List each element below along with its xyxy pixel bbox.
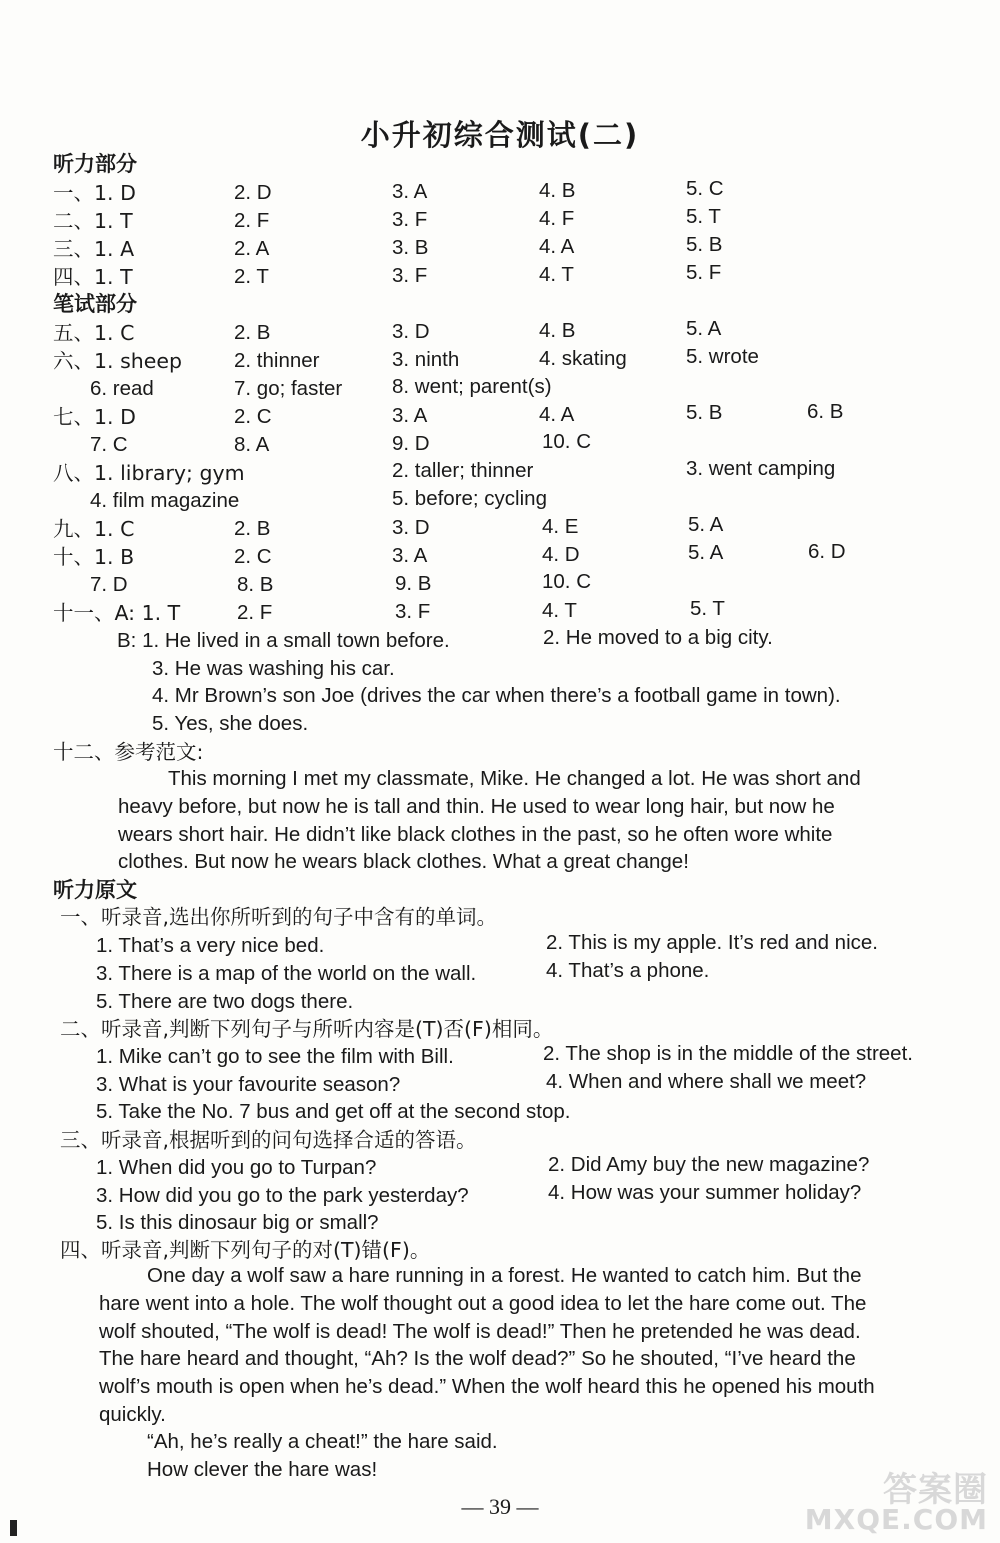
story-line: The hare heard and thought, “Ah? Is the wolf dead?” So he shouted, “I’ve heard the	[99, 1347, 856, 1370]
answer-cell: 2. thinner	[234, 349, 320, 372]
section-written: 笔试部分	[53, 292, 137, 316]
answer-cell: 2. F	[234, 209, 270, 232]
answer-cell: 2. F	[237, 601, 273, 624]
answer-cell: 4. T	[539, 263, 574, 286]
answer-cell: 3. D	[392, 320, 430, 343]
transcript-instruction: 一、听录音,选出你所听到的句子中含有的单词。	[60, 905, 498, 929]
story-line: “Ah, he’s really a cheat!” the hare said.	[147, 1430, 498, 1453]
answer-cell: 5. T	[686, 205, 721, 228]
watermark-text: 答案圈	[883, 1470, 988, 1510]
answer-cell: 3. A	[392, 544, 428, 567]
answer-cell: 4. D	[542, 543, 580, 566]
answer-cell: 七、1. D	[53, 405, 136, 429]
answer-cell: 5. A	[686, 317, 722, 340]
answer-cell: 7. D	[90, 573, 128, 596]
answer-cell: 5. F	[686, 261, 722, 284]
transcript-item: 3. How did you go to the park yesterday?	[96, 1184, 469, 1207]
answer-cell: 3. B	[392, 236, 429, 259]
answer-cell: 10. C	[542, 570, 591, 593]
part11b-line: 5. Yes, she does.	[152, 712, 309, 735]
answer-cell: 八、1. library; gym	[53, 461, 245, 485]
answer-cell: 6. D	[808, 540, 846, 563]
page-title: 小升初综合测试(二)	[360, 118, 640, 152]
answer-cell: 四、1. T	[53, 265, 133, 289]
answer-cell: 3. A	[392, 404, 428, 427]
answer-cell: 6. B	[807, 400, 844, 423]
answer-cell: 6. read	[90, 377, 154, 400]
transcript-item: 5. Is this dinosaur big or small?	[96, 1211, 379, 1234]
part11b-line: 4. Mr Brown’s son Joe (drives the car when there’s a football game in town).	[152, 684, 841, 707]
transcript-instruction: 二、听录音,判断下列句子与所听内容是(T)否(F)相同。	[60, 1017, 554, 1041]
answer-cell: 3. D	[392, 516, 430, 539]
answer-cell: 3. A	[392, 180, 428, 203]
answer-cell: 9. D	[392, 432, 430, 455]
transcript-item: 1. That’s a very nice bed.	[96, 934, 325, 957]
transcript-item: 2. The shop is in the middle of the street.	[543, 1042, 913, 1065]
answer-cell: 5. wrote	[686, 345, 759, 368]
answer-cell: 2. taller; thinner	[392, 459, 534, 482]
part11b-line: 3. He was washing his car.	[152, 657, 395, 680]
page-number: — 39 —	[461, 1494, 539, 1519]
story-line: quickly.	[99, 1403, 166, 1426]
answer-cell: 2. T	[234, 265, 269, 288]
answer-cell: 2. C	[234, 545, 272, 568]
answer-cell: 3. F	[392, 208, 428, 231]
answer-cell: 7. go; faster	[234, 377, 343, 400]
answer-cell: 4. B	[539, 319, 576, 342]
essay-line: This morning I met my classmate, Mike. He changed a lot. He was short and	[168, 767, 861, 790]
answer-cell: 2. A	[234, 237, 270, 260]
answer-cell: 5. before; cycling	[392, 487, 547, 510]
answer-cell: 3. F	[395, 600, 431, 623]
transcript-item: 4. That’s a phone.	[546, 959, 710, 982]
transcript-item: 1. When did you go to Turpan?	[96, 1156, 377, 1179]
answer-cell: 4. T	[542, 599, 577, 622]
answer-cell: 5. A	[688, 541, 724, 564]
answer-cell: 5. T	[690, 597, 725, 620]
answer-cell: 2. B	[234, 321, 271, 344]
transcript-item: 3. What is your favourite season?	[96, 1073, 401, 1096]
story-line: How clever the hare was!	[147, 1458, 378, 1481]
section-transcript: 听力原文	[53, 878, 137, 902]
essay-line: clothes. But now he wears black clothes. What a great change!	[118, 850, 689, 873]
answer-cell: 2. C	[234, 405, 272, 428]
answer-cell: 4. E	[542, 515, 579, 538]
answer-cell: 3. went camping	[686, 457, 836, 480]
story-line: One day a wolf saw a hare running in a forest. He wanted to catch him. But the	[147, 1264, 862, 1287]
answer-cell: 10. C	[542, 430, 591, 453]
answer-cell: 5. B	[686, 401, 723, 424]
essay-line: wears short hair. He didn’t like black clothes in the past, so he often wore white	[118, 823, 833, 846]
answer-cell: 8. B	[237, 573, 274, 596]
answer-cell: 2. B	[234, 517, 271, 540]
answer-cell: 三、1. A	[53, 237, 135, 261]
transcript-item: 4. How was your summer holiday?	[548, 1181, 862, 1204]
answer-cell: 4. skating	[539, 347, 627, 370]
answer-cell: 5. A	[688, 513, 724, 536]
transcript-instruction: 三、听录音,根据听到的问句选择合适的答语。	[60, 1128, 477, 1152]
essay-line: heavy before, but now he is tall and thin. He used to wear long hair, but now he	[118, 795, 835, 818]
watermark-logo	[804, 1470, 988, 1536]
part11b-line: 2. He moved to a big city.	[543, 626, 773, 649]
answer-cell: 十、1. B	[53, 545, 135, 569]
watermark-url: MXQE.COM	[804, 1503, 988, 1536]
answer-cell: 4. film magazine	[90, 489, 240, 512]
answer-cell: 二、1. T	[53, 209, 133, 233]
answer-cell: 五、1. C	[53, 321, 135, 345]
transcript-item: 5. There are two dogs there.	[96, 990, 354, 1013]
part11b-line: B: 1. He lived in a small town before.	[117, 629, 450, 652]
transcript-item: 1. Mike can’t go to see the film with Bill.	[96, 1045, 454, 1068]
answer-cell: 六、1. sheep	[53, 349, 182, 373]
transcript-item: 5. Take the No. 7 bus and get off at the second stop.	[96, 1100, 571, 1123]
essay-label: 十二、参考范文:	[53, 740, 204, 764]
scan-mark	[10, 1520, 17, 1536]
answer-cell: 5. C	[686, 177, 724, 200]
answer-cell: 2. D	[234, 181, 272, 204]
story-line: hare went into a hole. The wolf thought out a good idea to let the hare come out. The	[99, 1292, 867, 1315]
transcript-instruction: 四、听录音,判断下列句子的对(T)错(F)。	[60, 1238, 431, 1262]
answer-cell: 5. B	[686, 233, 723, 256]
answer-cell: 十一、A: 1. T	[53, 601, 181, 625]
answer-cell: 4. B	[539, 179, 576, 202]
answer-cell: 九、1. C	[53, 517, 135, 541]
answer-cell: 4. F	[539, 207, 575, 230]
answer-cell: 8. A	[234, 433, 270, 456]
transcript-item: 2. This is my apple. It’s red and nice.	[546, 931, 878, 954]
transcript-item: 2. Did Amy buy the new magazine?	[548, 1153, 870, 1176]
story-line: wolf shouted, “The wolf is dead! The wolf is dead!” Then he pretended he was dead.	[99, 1320, 861, 1343]
transcript-item: 4. When and where shall we meet?	[546, 1070, 867, 1093]
answer-cell: 一、1. D	[53, 181, 136, 205]
answer-cell: 4. A	[539, 403, 575, 426]
answer-cell: 3. ninth	[392, 348, 460, 371]
answer-cell: 8. went; parent(s)	[392, 375, 552, 398]
answer-cell: 3. F	[392, 264, 428, 287]
answer-cell: 4. A	[539, 235, 575, 258]
answer-cell: 7. C	[90, 433, 128, 456]
story-line: wolf’s mouth is open when he’s dead.” When the wolf heard this he opened his mouth	[99, 1375, 875, 1398]
section-listening: 听力部分	[53, 152, 137, 176]
transcript-item: 3. There is a map of the world on the wall.	[96, 962, 477, 985]
answer-cell: 9. B	[395, 572, 432, 595]
